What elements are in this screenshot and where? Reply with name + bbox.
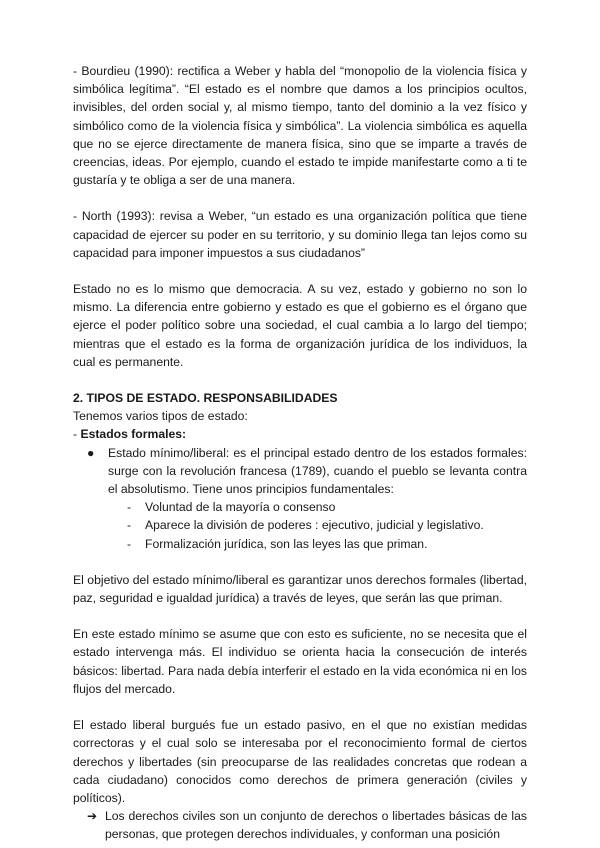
spacer	[73, 371, 527, 389]
bullet-icon: ●	[87, 445, 95, 460]
bullet-item	[73, 444, 527, 499]
dash-icon: -	[127, 518, 132, 533]
paragraph-objetivo: El objetivo del estado mínimo/liberal es garantizar unos derechos formales (libertad, paz, seguridad e igualdad jurídica) a través de leyes, que serán las que priman.	[73, 572, 527, 606]
spacer	[73, 553, 527, 571]
paragraph-estado-minimo: En este estado mínimo se asume que con esto es suficiente, no se necesita que el estado intervenga más. El individuo se orienta hacia la consecución de interés básicos: libertad. Para nada debía interferir el estado en la vida económica ni en los flujos del mercado.	[73, 627, 527, 696]
arrow-right-icon: ➔	[87, 809, 98, 824]
section-intro: Tenemos varios tipos de estado:	[73, 409, 248, 424]
spacer	[73, 189, 527, 207]
list-item-text: Formalización jurídica, son las leyes las que priman.	[145, 536, 428, 551]
list-item	[73, 498, 527, 516]
sub-heading-prefix: -	[73, 427, 81, 442]
list-item	[73, 516, 527, 534]
document-page	[73, 62, 527, 844]
paragraph-bourdieu: - Bourdieu (1990): rectifica a Weber y habla del “monopolio de la violencia física y simbólica legítima”. “El estado es el nombre que damos a los principios ocultos, invisibles, del orden social y, al mismo tiempo, tanto del dominio a la vez físico y simbólico como de la violencia física y simbólica”. La violencia simbólica es aquella que no se ejerce directamente de manera física, sino que se imparte a través de creencias, ideas. Por ejemplo, cuando el estado te impide manifestarte como a ti te gustaría y te obliga a ser de una manera.	[73, 64, 527, 188]
section-heading: 2. TIPOS DE ESTADO. RESPONSABILIDADES	[73, 391, 338, 406]
dash-icon: -	[127, 536, 132, 551]
paragraph-estado-democracia: Estado no es lo mismo que democracia. A su vez, estado y gobierno no son lo mismo. La diferencia entre gobierno y estado es que el gobierno es el órgano que ejerce el poder político sobre una sociedad, el cual cambia a lo largo del tiempo; mientras que el estado es la forma de organización jurídica de los individuos, la cual es permanente.	[73, 282, 527, 369]
spacer	[73, 698, 527, 716]
list-item	[73, 535, 527, 553]
paragraph-liberal-burgues: El estado liberal burgués fue un estado pasivo, en el que no existían medidas correctoras y el cual solo se interesaba por el reconocimiento formal de ciertos derechos y libertades (sin preocuparse de las realidades concretas que rodean a cada ciudadano) conocidos como derechos de primera generación (civiles y políticos).	[73, 718, 527, 805]
spacer	[73, 607, 527, 625]
arrow-item-text: Los derechos civiles son un conjunto de derechos o libertades básicas de las personas, que protegen derechos individuales, y conforman una posición	[105, 809, 527, 842]
dash-icon: -	[127, 500, 132, 515]
list-item-text: Aparece la división de poderes : ejecutivo, judicial y legislativo.	[145, 518, 484, 533]
bullet-text: Estado mínimo/liberal: es el principal estado dentro de los estados formales: surge con la revolución francesa (1789), cuando el pueblo se levanta contra el absolutismo. Tiene unos principios fundamentales:	[108, 445, 527, 497]
paragraph-north: - North (1993): revisa a Weber, “un estado es una organización política que tiene capacidad de ejercer su poder en su territorio, y su dominio llega tan lejos como su capacidad para imponer impuestos a sus ciudadanos”	[73, 209, 527, 260]
list-item-text: Voluntad de la mayoría o consenso	[145, 500, 336, 515]
sub-heading: Estados formales:	[80, 427, 187, 442]
sub-heading-line	[73, 425, 527, 443]
arrow-item	[87, 807, 527, 843]
spacer	[73, 262, 527, 280]
principles-list	[73, 498, 527, 553]
